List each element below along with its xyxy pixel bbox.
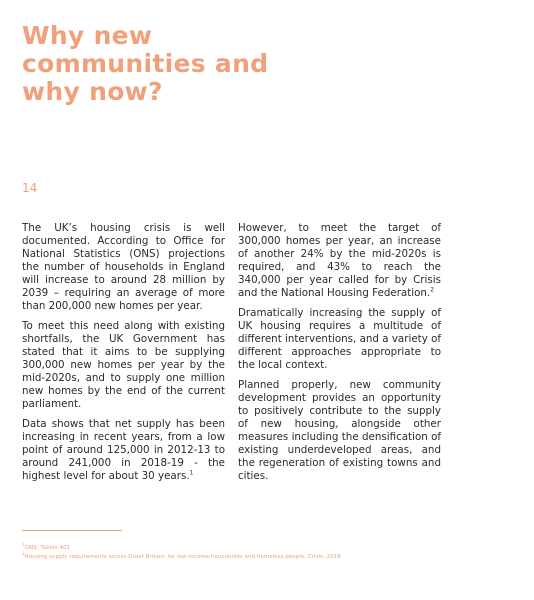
- body-paragraph: [238, 222, 441, 300]
- right-column: [238, 222, 441, 490]
- paragraph-text: Data shows that net supply has been increasing in recent years, from a low point of around 125,000 in 2012-13 to around 241,000 in 2018-19 - the highest level for about 30 years.: [22, 418, 225, 482]
- left-column: [22, 222, 225, 490]
- body-paragraph: [238, 379, 441, 483]
- footnote-marker: 1: [22, 542, 25, 548]
- footnote-text: ONS, Tables 401: [24, 545, 71, 551]
- page-title: [22, 22, 268, 106]
- footnote-reference[interactable]: 2: [430, 286, 435, 294]
- page-title-line: Why new: [22, 21, 153, 50]
- footnote-text: Housing supply requirements across Great Britain: for low-income households and homeless people, Crisis, 2018: [24, 554, 341, 560]
- page-number: 14: [22, 181, 38, 195]
- body-paragraph: [22, 320, 225, 411]
- footnote: [22, 553, 341, 562]
- paragraph-text: To meet this need along with existing shortfalls, the UK Government has stated that it aims to be supplying 300,000 new homes per year by the mid-2020s, and to supply one million new homes by the end of the current parliament.: [22, 320, 225, 410]
- body-paragraph: [22, 222, 225, 313]
- body-paragraph: [238, 307, 441, 372]
- footnote-reference[interactable]: 1: [189, 469, 194, 477]
- paragraph-text: Planned properly, new community development provides an opportunity to positively contribute to the supply of new housing, alongside other measures including the densification of existing underdeveloped areas, and the regeneration of existing towns and cities.: [238, 379, 441, 482]
- body-paragraph: [22, 418, 225, 483]
- footnote-marker: 2: [22, 551, 25, 557]
- footnote-divider: [22, 530, 122, 531]
- footnotes: [22, 544, 341, 562]
- page-title-line: communities and: [22, 49, 269, 78]
- footnote: [22, 544, 341, 553]
- paragraph-text: Dramatically increasing the supply of UK housing requires a multitude of different interventions, and a variety of different approaches appropriate to the local context.: [238, 307, 441, 371]
- paragraph-text: The UK’s housing crisis is well documented. According to Office for National Statistics (ONS) projections the number of households in England will increase to around 28 million by 2039 – requiring an average of more than 200,000 new homes per year.: [22, 222, 225, 312]
- paragraph-text: However, to meet the target of 300,000 homes per year, an increase of another 24% by the mid-2020s is required, and 43% to reach the 340,000 per year called for by Crisis and the National Housing Federation.: [238, 222, 441, 299]
- page-title-line: why now?: [22, 77, 163, 106]
